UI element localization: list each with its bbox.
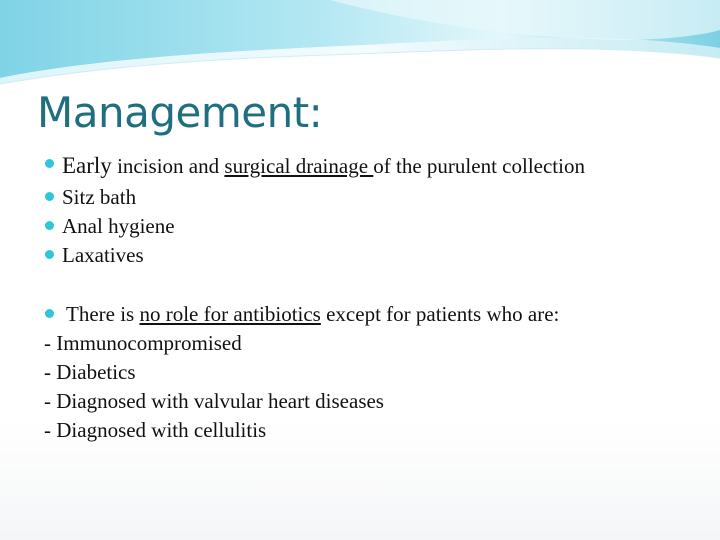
bullet-antibiotics-suffix: except for patients who are: xyxy=(320,302,560,326)
exception-item: - Diagnosed with valvular heart diseases xyxy=(44,389,384,413)
bullet-dot-icon xyxy=(45,221,54,230)
bullet-sitz-bath-text: Sitz bath xyxy=(62,185,137,209)
bullet-anal-hygiene-text: Anal hygiene xyxy=(62,214,175,238)
bullet-sitz-bath xyxy=(44,183,684,212)
bullet-drainage-early: Early xyxy=(62,153,112,178)
header-wave-decoration xyxy=(0,0,720,90)
bullet-drainage-text-end: of the purulent collection xyxy=(373,154,585,178)
bullet-drainage-text: incision and xyxy=(111,154,225,178)
bullet-antibiotics-underlined: no role for antibiotics xyxy=(139,302,321,326)
slide-title: Management: xyxy=(37,88,323,137)
bullet-antibiotics xyxy=(44,300,684,329)
spacer xyxy=(44,270,684,300)
bullet-dot-icon xyxy=(45,250,54,259)
bullet-dot-icon xyxy=(45,192,54,201)
exception-item: - Immunocompromised xyxy=(44,331,242,355)
bullet-laxatives xyxy=(44,241,684,270)
bullet-antibiotics-prefix: There is xyxy=(66,302,140,326)
bullet-laxatives-text: Laxatives xyxy=(62,243,144,267)
slide-content xyxy=(44,154,684,445)
bullet-drainage-underlined: surgical drainage xyxy=(224,154,374,178)
bullet-dot-icon xyxy=(45,159,54,168)
exception-item: - Diabetics xyxy=(44,360,136,384)
exception-item: - Diagnosed with cellulitis xyxy=(44,418,267,442)
bullet-dot-icon xyxy=(45,309,54,318)
bullet-anal-hygiene xyxy=(44,212,684,241)
bullet-drainage xyxy=(44,154,684,178)
